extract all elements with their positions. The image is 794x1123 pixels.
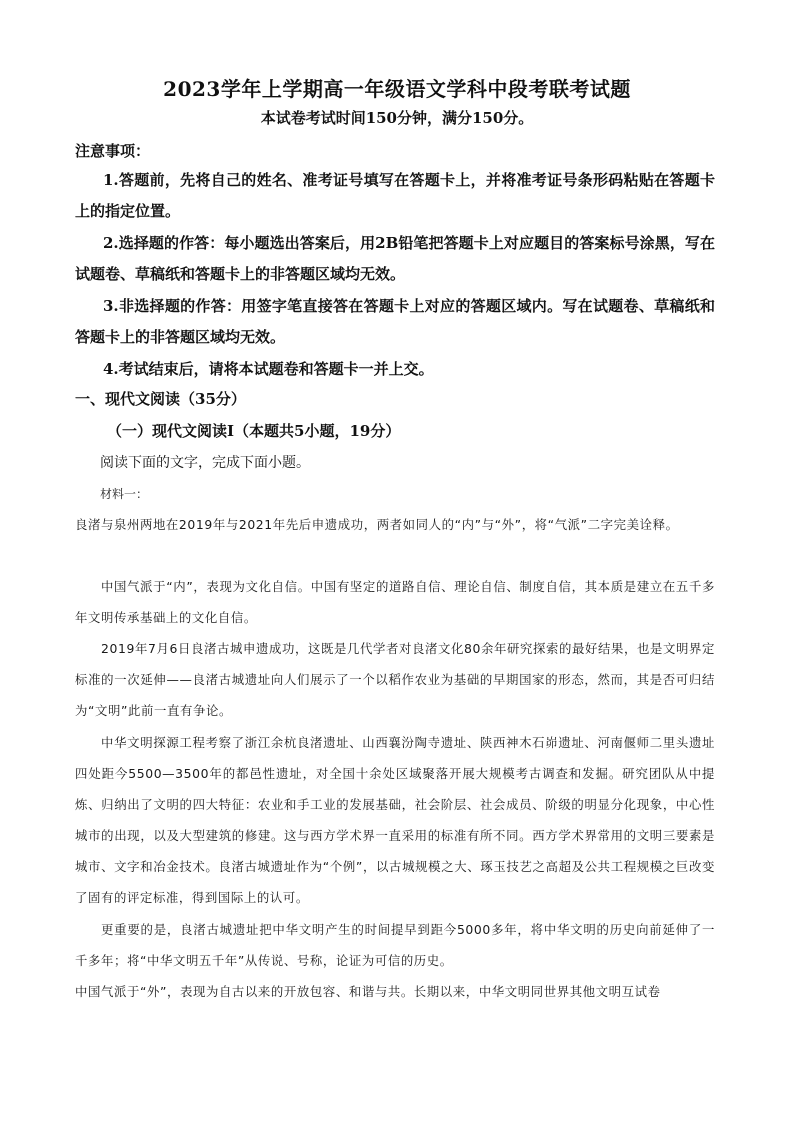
material-paragraph: 中华文明探源工程考察了浙江余杭良渚遗址、山西襄汾陶寺遗址、陕西神木石峁遗址、河南偃师二里头遗址四处距今5500—3500年的都邑性遗址，对全国十余处区域聚落开展大规模考古调查和发掘。研究团队从中提炼、归纳出了文明的四大特征：农业和手工业的发展基础，社会阶层、社会成员、阶级的明显分化现象，中心性城市的出现，以及大型建筑的修建。这与西方学术界一直采用的标准有所不同。西方学术界常用的文明三要素是城市、文字和冶金技术。良渚古城遗址作为“个例”，以古城规模之大、琢玉技艺之高超及公共工程规模之巨改变了固有的评定标准，得到国际上的认可。 [75, 735, 715, 905]
exam-title: 2023学年上学期高一年级语文学科中段考联考试题 [163, 77, 631, 101]
material-paragraph: 更重要的是，良渚古城遗址把中华文明产生的时间提早到距今5000多年，将中华文明的历史向前延伸了一千多年；将“中华文明五千年”从传说、号称，论证为可信的历史。 [75, 922, 715, 968]
material-paragraph: 良渚与泉州两地在2019年与2021年先后申遗成功，两者如同人的“内”与“外”，将“气派”二字完美诠释。 [75, 517, 679, 532]
material-paragraph: 2019年7月6日良渚古城申遗成功，这既是几代学者对良渚文化80余年研究探索的最好结果，也是文明界定标准的一次延伸——良渚古城遗址向人们展示了一个以稻作农业为基础的早期国家的形态，然而，其是否可归结为“文明”此前一直有争论。 [75, 641, 715, 718]
material-paragraph: 中国气派于“内”，表现为文化自信。中国有坚定的道路自信、理论自信、制度自信，其本质是建立在五千多年文明传承基础上的文化自信。 [75, 579, 715, 625]
note-item: 4.考试结束后，请将本试题卷和答题卡一并上交。 [103, 360, 434, 378]
material-paragraph: 中国气派于“外”，表现为自古以来的开放包容、和谐与共。长期以来，中华文明同世界其他文明互试卷 [75, 984, 661, 999]
notes-heading: 注意事项： [75, 142, 151, 160]
material-label: 材料一： [100, 487, 149, 501]
note-item: 3.非选择题的作答：用签字笔直接答在答题卡上对应的答题区域内。写在试题卷、草稿纸和答题卡上的非答题区域均无效。 [75, 297, 715, 346]
section-heading: 一、现代文阅读（35分） [75, 390, 246, 408]
subsection-heading: （一）现代文阅读Ⅰ（本题共5小题，19分） [107, 422, 401, 440]
note-item: 2.选择题的作答：每小题选出答案后，用2B铅笔把答题卡上对应题目的答案标号涂黑，写在试题卷、草稿纸和答题卡上的非答题区域均无效。 [75, 234, 715, 283]
reading-instruction: 阅读下面的文字，完成下面小题。 [100, 455, 310, 471]
exam-subtitle: 本试卷考试时间150分钟，满分150分。 [260, 109, 534, 127]
note-item: 1.答题前，先将自己的姓名、准考证号填写在答题卡上，并将准考证号条形码粘贴在答题卡上的指定位置。 [75, 171, 715, 220]
